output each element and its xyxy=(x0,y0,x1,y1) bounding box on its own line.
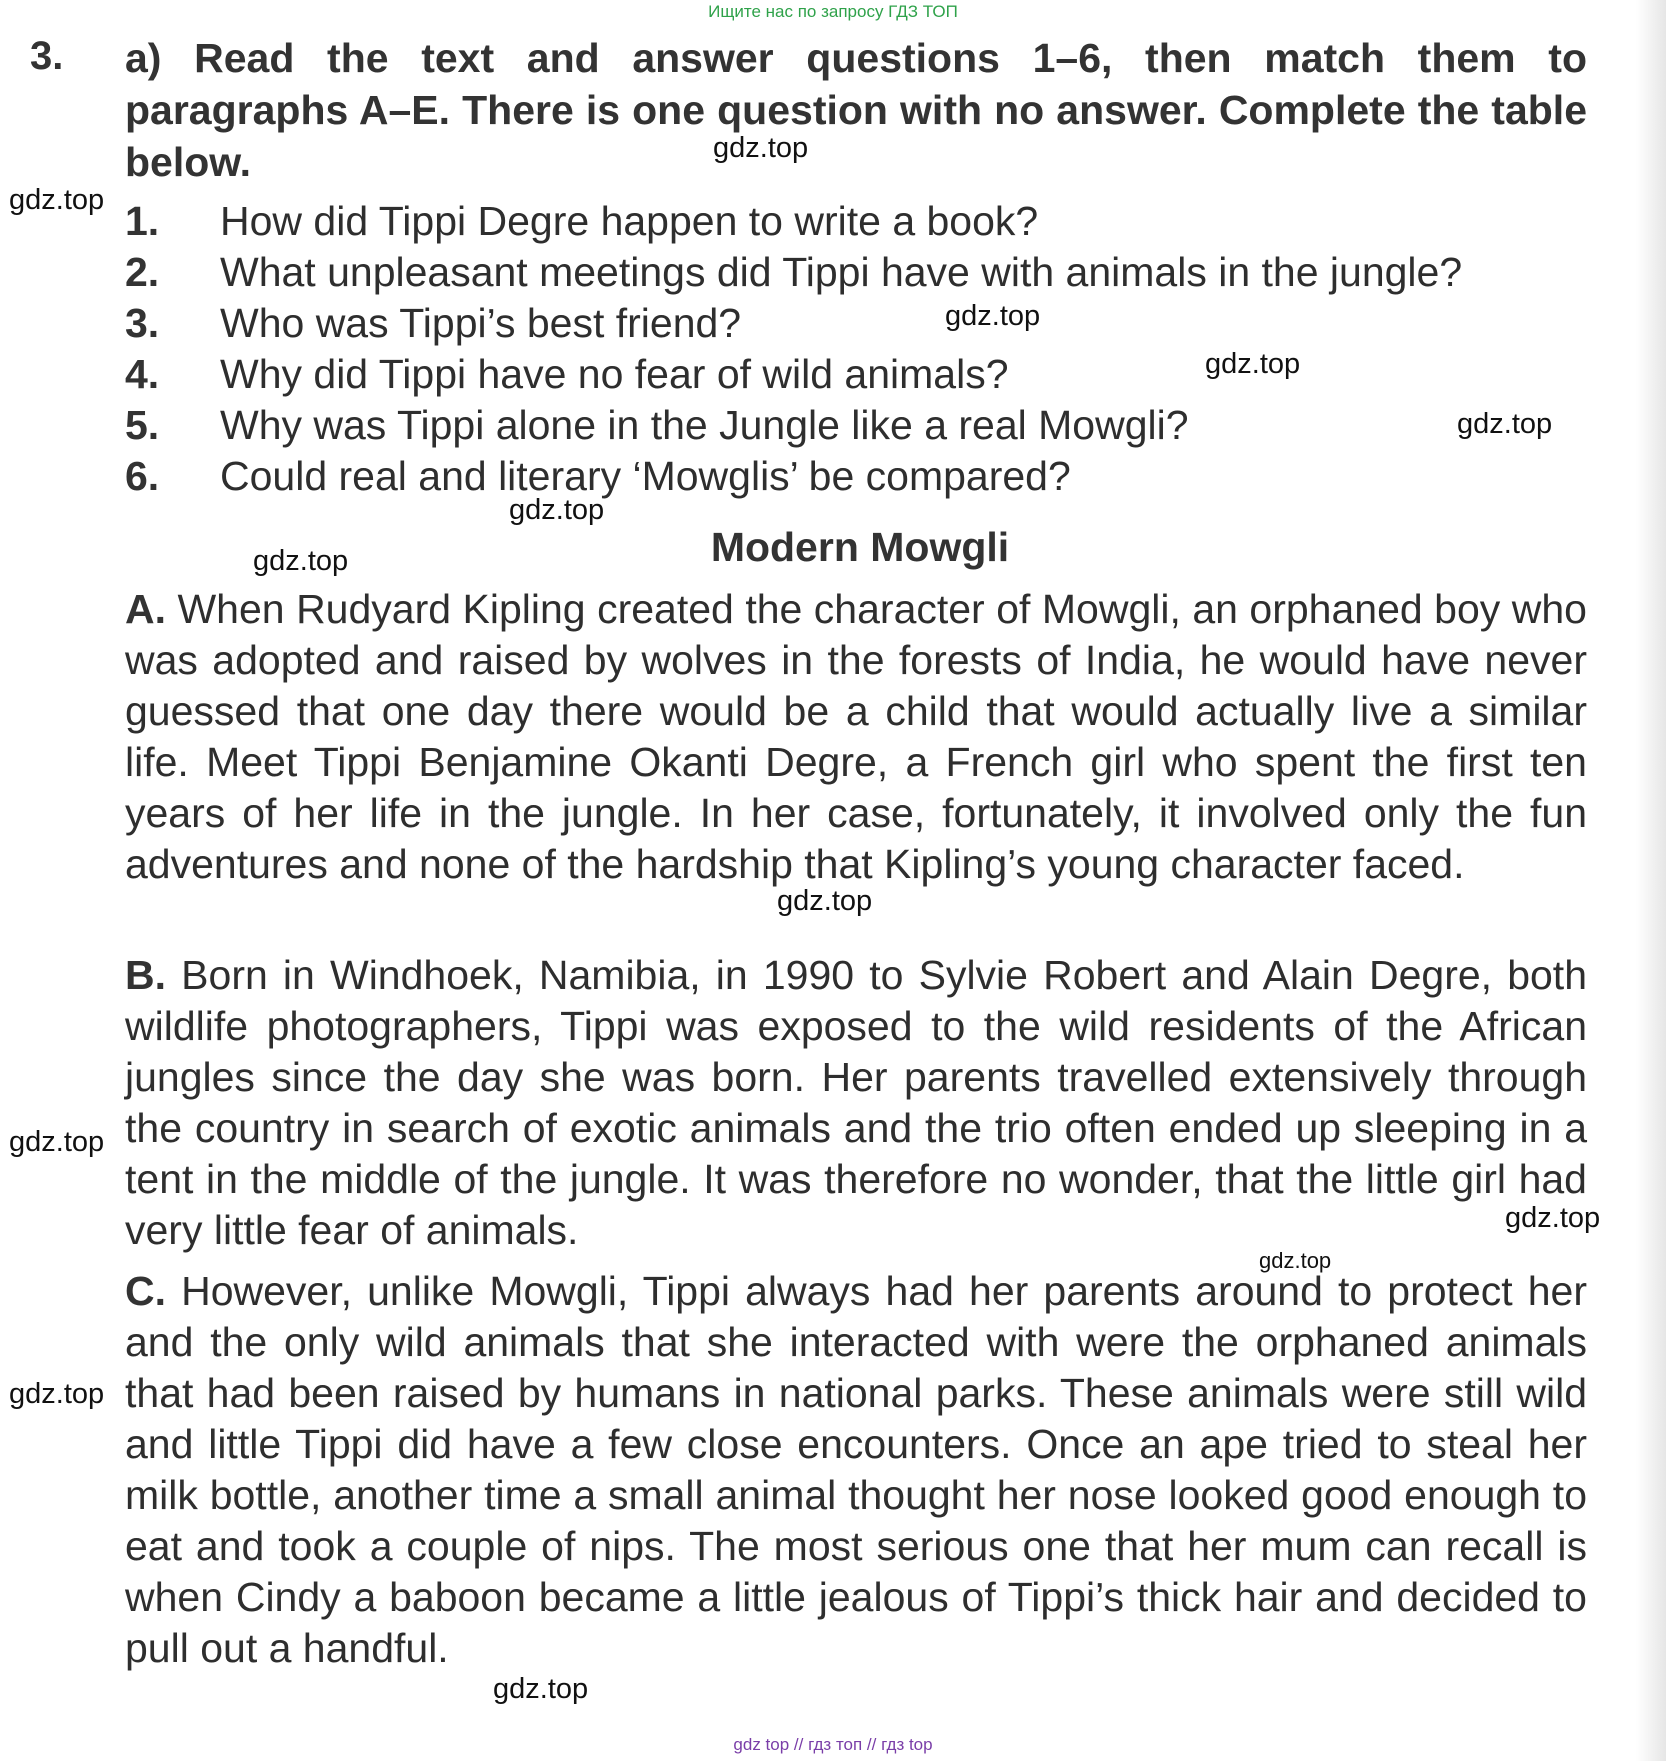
question-text: Why did Tippi have no fear of wild animals? xyxy=(220,351,1009,397)
text-title: Modern Mowgli xyxy=(710,524,1010,570)
top-banner: Ищите нас по запросу ГДЗ ТОП xyxy=(708,2,958,21)
question-number: 6. xyxy=(125,453,160,499)
paragraph-a xyxy=(125,584,1587,890)
question-text: What unpleasant meetings did Tippi have with animals in the jungle? xyxy=(220,249,1463,295)
question-item xyxy=(125,196,1605,247)
watermark: gdz.top xyxy=(9,1378,105,1410)
paragraph-b xyxy=(125,950,1587,1256)
question-list xyxy=(125,196,1605,502)
watermark: gdz.top xyxy=(493,1673,589,1705)
watermark: gdz.top xyxy=(713,132,809,164)
page-edge-shadow xyxy=(1636,0,1666,1761)
watermark: gdz.top xyxy=(945,300,1041,332)
paragraph-body: Born in Windhoek, Namibia, in 1990 to Sylvie Robert and Alain Degre, both wildlife photographers, Tippi was exposed to the wild residents of the African jungles since the day she was born. Her parents travelled extensively through the country in search of exotic animals and the trio often ended up sleeping in a tent in the middle of the jungle. It was therefore no wonder, that the little girl had very little fear of animals. xyxy=(125,952,1587,1253)
question-item xyxy=(125,298,1605,349)
question-item xyxy=(125,451,1605,502)
watermark: gdz.top xyxy=(1505,1202,1601,1234)
paragraph-body: When Rudyard Kipling created the character of Mowgli, an orphaned boy who was adopted and raised by wolves in the forests of India, he would have never guessed that one day there would be a child that would actually live a similar life. Meet Tippi Benjamine Okanti Degre, a French girl who spent the first ten years of her life in the jungle. In her case, fortunately, it involved only the fun adventures and none of the hardship that Kipling’s young character faced. xyxy=(125,586,1587,887)
task-number: 3. xyxy=(30,34,64,78)
paragraph-letter: B. xyxy=(125,952,166,998)
question-number: 1. xyxy=(125,198,160,244)
watermark: gdz.top xyxy=(777,885,873,917)
watermark: gdz.top xyxy=(9,184,105,216)
question-item xyxy=(125,349,1605,400)
watermark: gdz.top xyxy=(253,545,349,577)
watermark: gdz.top xyxy=(1259,1248,1332,1273)
paragraph-c xyxy=(125,1266,1587,1674)
question-number: 4. xyxy=(125,351,160,397)
watermark: gdz.top xyxy=(9,1126,105,1158)
footer-watermark: gdz top // гдз топ // гдз top xyxy=(733,1735,933,1754)
question-item xyxy=(125,400,1605,451)
question-number: 3. xyxy=(125,300,160,346)
watermark: gdz.top xyxy=(1205,348,1301,380)
question-text: How did Tippi Degre happen to write a book? xyxy=(220,198,1039,244)
question-text: Could real and literary ‘Mowglis’ be compared? xyxy=(220,453,1071,499)
paragraph-body: However, unlike Mowgli, Tippi always had her parents around to protect her and the only wild animals that she interacted with were the orphaned animals that had been raised by humans in national parks. These animals were still wild and little Tippi did have a few close encounters. Once an ape tried to steal her milk bottle, another time a small animal thought her nose looked good enough to eat and took a couple of nips. The most serious one that her mum can recall is when Cindy a baboon became a little jealous of Tippi’s thick hair and decided to pull out a handful. xyxy=(125,1268,1587,1671)
question-number: 5. xyxy=(125,402,160,448)
watermark: gdz.top xyxy=(509,494,605,526)
task-instructions: a) Read the text and answer questions 1–6, then match them to paragraphs A–E. There is one question with no answer. Complete the table below. xyxy=(125,35,1587,185)
watermark: gdz.top xyxy=(1457,408,1553,440)
question-text: Why was Tippi alone in the Jungle like a real Mowgli? xyxy=(220,402,1189,448)
paragraph-letter: A. xyxy=(125,586,166,632)
question-number: 2. xyxy=(125,249,160,295)
question-item xyxy=(125,247,1605,298)
paragraph-letter: C. xyxy=(125,1268,166,1314)
question-text: Who was Tippi’s best friend? xyxy=(220,300,742,346)
